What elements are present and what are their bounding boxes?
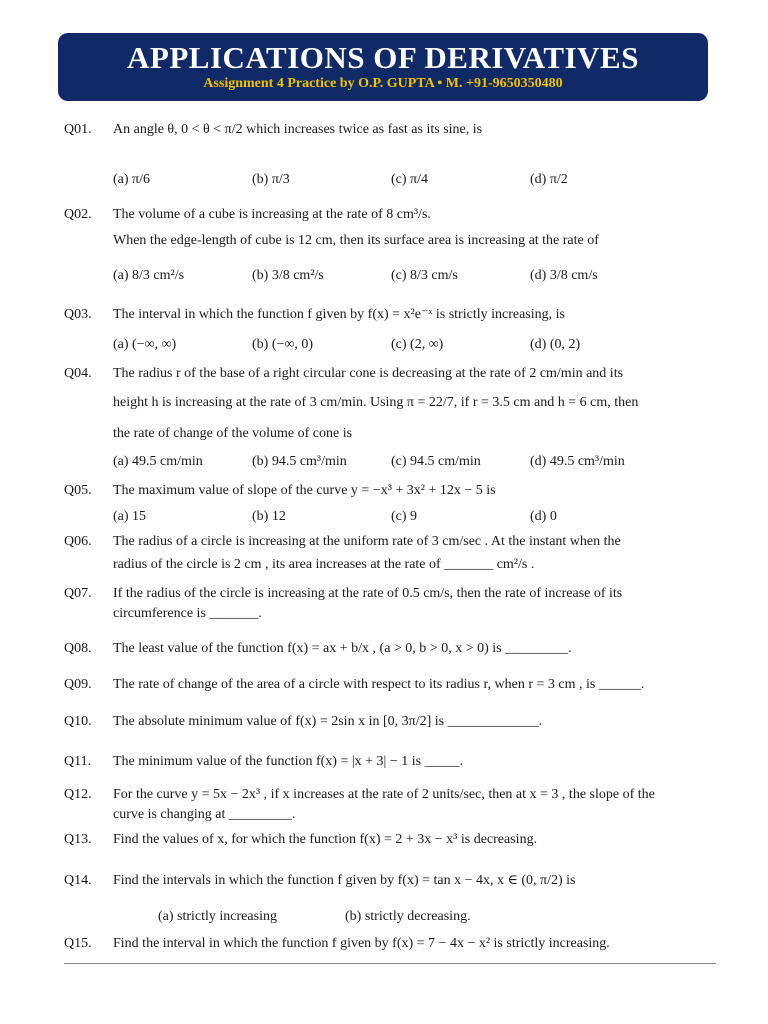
option-b: (b) 12: [252, 509, 286, 524]
question-number: Q02.: [64, 207, 92, 222]
question-text: If the radius of the circle is increasing at the rate of 0.5 cm/s, then the rate of increase of its: [113, 586, 623, 601]
question-text: The absolute minimum value of f(x) = 2sin x in [0, 3π/2] is _____________.: [113, 714, 543, 729]
question-text: The volume of a cube is increasing at the rate of 8 cm³/s.: [113, 207, 431, 222]
question-text: the rate of change of the volume of cone is: [113, 426, 353, 441]
option-b: (b) 94.5 cm³/min: [252, 454, 347, 469]
question-text: For the curve y = 5x − 2x³ , if x increases at the rate of 2 units/sec, then at x = 3 , the slope of the: [113, 787, 655, 802]
option-a: (a) 15: [113, 509, 147, 524]
question-text: The least value of the function f(x) = ax + b/x , (a > 0, b > 0, x > 0) is _________.: [113, 641, 572, 656]
option-c: (c) 94.5 cm/min: [391, 454, 481, 469]
question-number: Q11.: [64, 754, 92, 769]
option-a: (a) π/6: [113, 172, 150, 187]
question-text: An angle θ, 0 < θ < π/2 which increases twice as fast as its sine, is: [113, 122, 483, 137]
option-c: (c) (2, ∞): [391, 337, 444, 352]
question-text: The minimum value of the function f(x) = |x + 3| − 1 is _____.: [113, 754, 464, 769]
question-number: Q04.: [64, 366, 92, 381]
question-number: Q06.: [64, 534, 92, 549]
question-number: Q13.: [64, 832, 92, 847]
page-title: APPLICATIONS OF DERIVATIVES: [127, 40, 639, 75]
option-b: (b) π/3: [252, 172, 290, 187]
footer-divider: [64, 963, 716, 964]
question-text: The radius r of the base of a right circular cone is decreasing at the rate of 2 cm/min and its: [113, 366, 624, 381]
option-c: (c) 8/3 cm/s: [391, 268, 458, 283]
question-text: The maximum value of slope of the curve y = −x³ + 3x² + 12x − 5 is: [113, 483, 496, 498]
option-d: (d) 49.5 cm³/min: [530, 454, 625, 469]
page-subtitle: Assignment 4 Practice by O.P. GUPTA • M. +91-9650350480: [203, 76, 563, 91]
option-d: (d) π/2: [530, 172, 568, 187]
option-a: (a) 8/3 cm²/s: [113, 268, 185, 283]
question-text: height h is increasing at the rate of 3 cm/min. Using π = 22/7, if r = 3.5 cm and h = 6 cm, then: [113, 395, 639, 410]
question-text: Find the values of x, for which the function f(x) = 2 + 3x − x³ is decreasing.: [113, 832, 538, 847]
question-number: Q08.: [64, 641, 92, 656]
option-b: (b) 3/8 cm²/s: [252, 268, 324, 283]
option-a: (a) (−∞, ∞): [113, 337, 177, 352]
question-number: Q15.: [64, 936, 92, 951]
question-number: Q12.: [64, 787, 92, 802]
question-text: radius of the circle is 2 cm , its area increases at the rate of _______ cm²/s .: [113, 557, 535, 572]
option-d: (d) (0, 2): [530, 337, 581, 352]
question-text: When the edge-length of cube is 12 cm, then its surface area is increasing at the rate of: [113, 233, 599, 248]
question-number: Q05.: [64, 483, 92, 498]
question-text: Find the intervals in which the function f given by f(x) = tan x − 4x, x ∈ (0, π/2) is: [113, 873, 576, 888]
question-number: Q01.: [64, 122, 92, 137]
question-text: circumference is _______.: [113, 606, 262, 621]
question-text: The interval in which the function f given by f(x) = x²e⁻ˣ is strictly increasing, is: [113, 307, 565, 322]
question-number: Q14.: [64, 873, 92, 888]
option-c: (c) 9: [391, 509, 418, 524]
question-number: Q07.: [64, 586, 92, 601]
question-number: Q03.: [64, 307, 92, 322]
option-a: (a) 49.5 cm/min: [113, 454, 203, 469]
question-text: The rate of change of the area of a circle with respect to its radius r, when r = 3 cm , is ______.: [113, 677, 645, 692]
option-c: (c) π/4: [391, 172, 428, 187]
option-d: (d) 3/8 cm/s: [530, 268, 598, 283]
question-number: Q10.: [64, 714, 92, 729]
question-number: Q09.: [64, 677, 92, 692]
question-text: Find the interval in which the function f given by f(x) = 7 − 4x − x² is strictly increasing.: [113, 936, 610, 951]
title-banner: [58, 33, 708, 101]
question-text: The radius of a circle is increasing at the uniform rate of 3 cm/sec . At the instant when the: [113, 534, 621, 549]
option-a: (a) strictly increasing: [158, 909, 277, 924]
option-b: (b) strictly decreasing.: [345, 909, 471, 924]
option-b: (b) (−∞, 0): [252, 337, 314, 352]
option-d: (d) 0: [530, 509, 557, 524]
question-text: curve is changing at _________.: [113, 807, 296, 822]
